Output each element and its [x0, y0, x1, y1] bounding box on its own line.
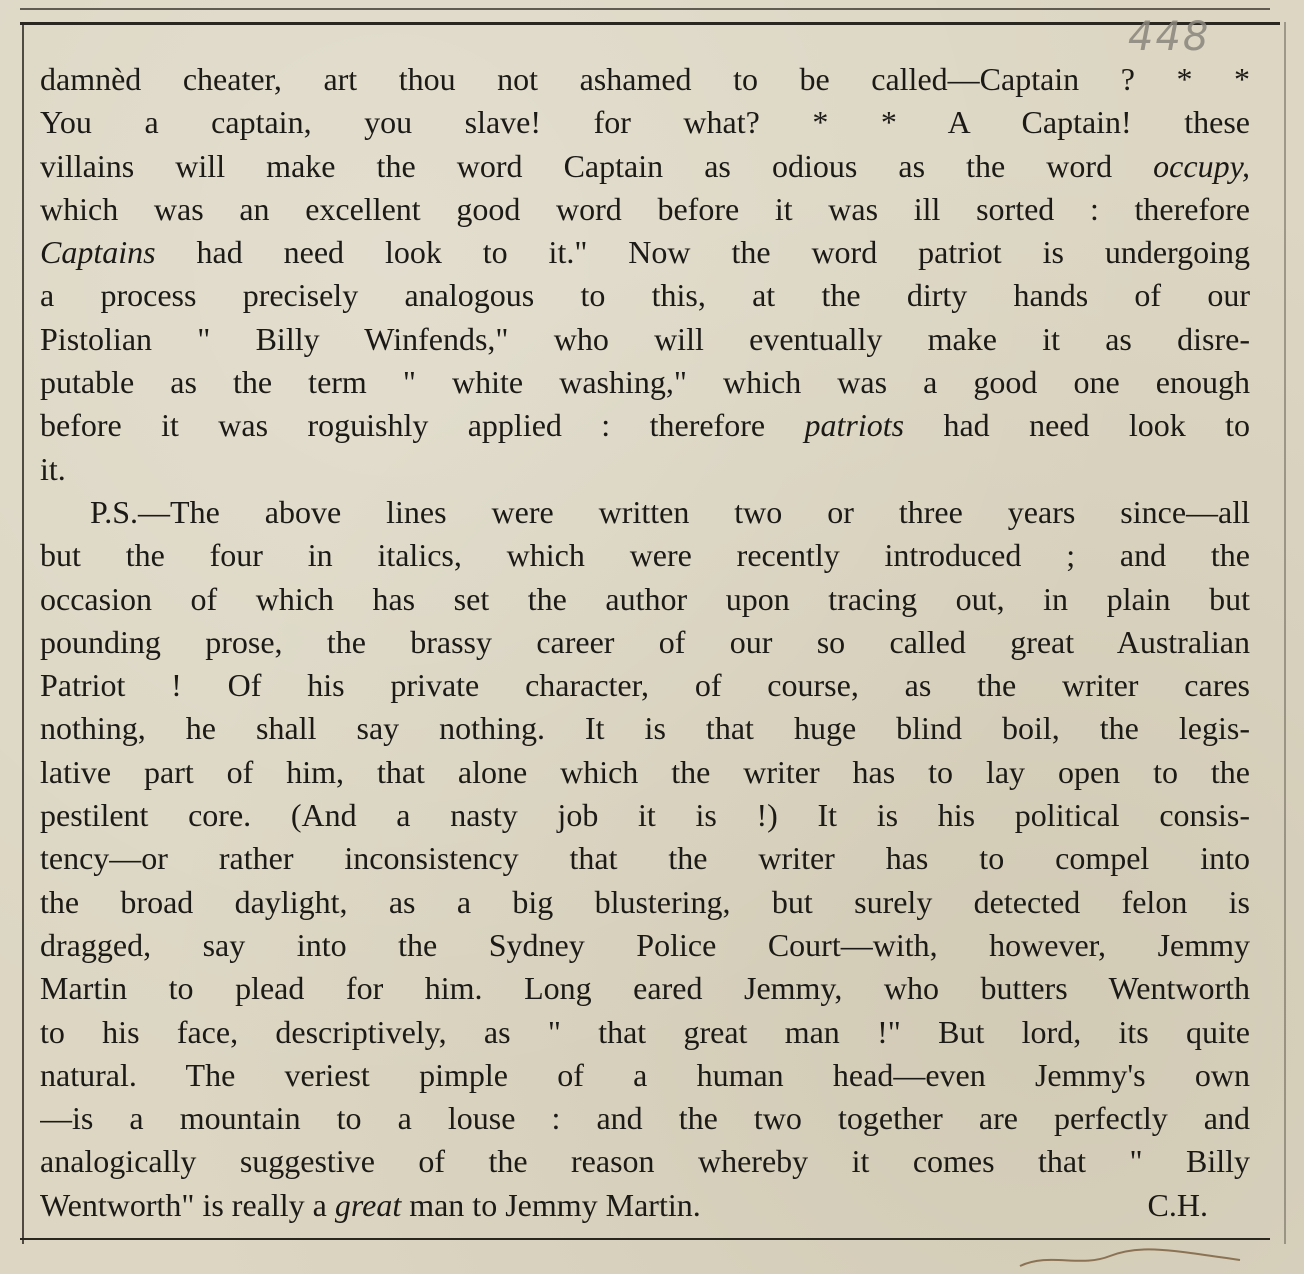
text-line: pounding prose, the brassy career of our so called great Australian: [40, 623, 1250, 660]
text-line: it.: [40, 450, 66, 487]
text-line: nothing, he shall say nothing. It is that huge blind boil, the legis-: [40, 710, 1250, 747]
text-line: Captains had need look to it." Now the word patriot is undergoing: [40, 234, 1250, 271]
text-line: before it was roguishly applied : therefore patriots had need look to: [40, 407, 1250, 444]
text-line: Martin to plead for him. Long eared Jemmy, who butters Wentworth: [40, 970, 1250, 1007]
italic-word: great: [334, 1186, 402, 1223]
text-line: but the four in italics, which were recently introduced ; and the: [40, 537, 1250, 574]
text-line: to his face, descriptively, as " that great man !" But lord, its quite: [40, 1013, 1250, 1050]
text-line: occasion of which has set the author upon tracing out, in plain but: [40, 580, 1250, 617]
text-line: natural. The veriest pimple of a human head—even Jemmy's own: [40, 1056, 1250, 1093]
text-line: lative part of him, that alone which the writer has to lay open to the: [40, 753, 1250, 790]
text-line: damnèd cheater, art thou not ashamed to be called—Captain ? * *: [40, 61, 1250, 97]
article-text: [40, 58, 1250, 1227]
top-rule-thin: [20, 8, 1270, 10]
author-signature: C.H.: [1147, 1186, 1208, 1223]
text-line: P.S.—The above lines were written two or three years since—all: [90, 493, 1250, 530]
right-column-rule: [1284, 22, 1286, 1244]
text-line: dragged, say into the Sydney Police Court—with, however, Jemmy: [40, 926, 1250, 963]
text-line: Pistolian " Billy Winfends," who will eventually make it as disre-: [40, 320, 1250, 357]
left-column-rule: [22, 22, 24, 1244]
top-rule: [20, 22, 1280, 25]
text-line: putable as the term " white washing," which was a good one enough: [40, 364, 1250, 401]
text-line: pestilent core. (And a nasty job it is !) It is his political consis-: [40, 797, 1250, 834]
italic-word: Captains: [40, 234, 156, 271]
text-line: a process precisely analogous to this, at the dirty hands of our: [40, 277, 1250, 314]
text-line: the broad daylight, as a big blustering, but surely detected felon is: [40, 883, 1250, 920]
text-line: analogically suggestive of the reason whereby it comes that " Billy: [40, 1143, 1250, 1180]
handwriting-mark: [1010, 1246, 1250, 1270]
text-line: Patriot ! Of his private character, of course, as the writer cares: [40, 667, 1250, 704]
text-line: tency—or rather inconsistency that the writer has to compel into: [40, 840, 1250, 877]
bottom-rule: [20, 1238, 1270, 1240]
page-number: 448: [1128, 14, 1211, 60]
text-line: villains will make the word Captain as odious as the word occupy,: [40, 147, 1250, 184]
italic-word: occupy,: [1153, 147, 1250, 184]
text-line: —is a mountain to a louse : and the two together are perfectly and: [40, 1100, 1250, 1137]
italic-word: patriots: [804, 407, 905, 444]
text-line: which was an excellent good word before it was ill sorted : therefore: [40, 190, 1250, 227]
text-line: You a captain, you slave! for what? * * A Captain! these: [40, 104, 1250, 141]
text-line: Wentworth" is really a great man to Jemmy Martin. C.H.: [40, 1184, 1250, 1227]
